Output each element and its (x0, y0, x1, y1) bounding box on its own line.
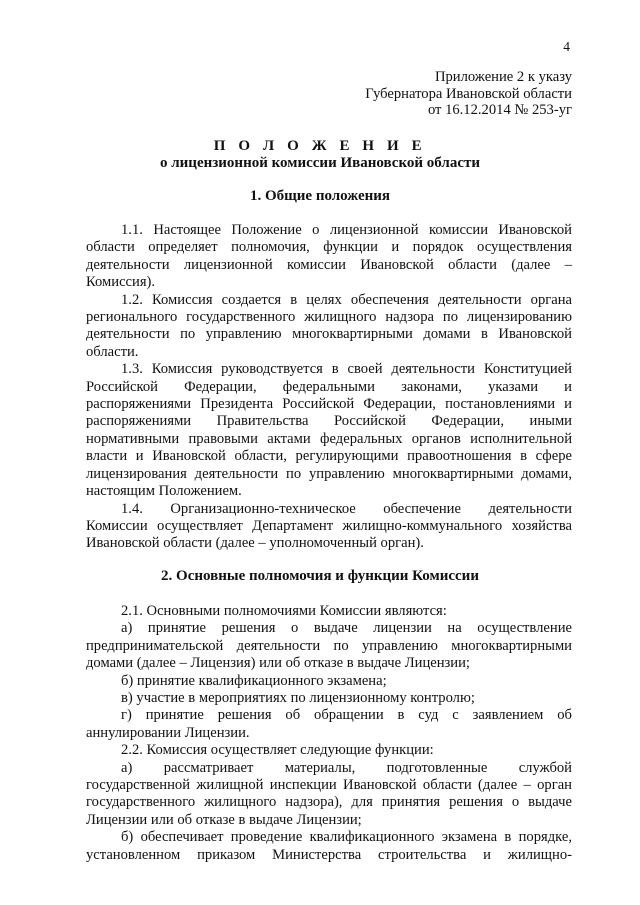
item-a (86, 620, 572, 672)
section-1-body (86, 222, 572, 553)
text-line: Комиссия). (86, 274, 156, 291)
text-line: 2.1. Основными полномочиями Комиссии являются: (121, 603, 447, 619)
text-line: лицензирования деятельности по управлению многоквартирными домами, (86, 465, 572, 482)
function-b (86, 829, 572, 864)
text-line: власти и Ивановской области, регулирующими правоотношения в сфере (86, 448, 572, 465)
text-line: 1.3. Комиссия руководствуется в своей деятельности Конституцией (121, 361, 572, 378)
title-subtitle: о лицензионной комиссии Ивановской области (160, 155, 480, 171)
text-line: регионального государственного жилищного надзора по лицензированию (86, 309, 572, 326)
section-2-body (86, 603, 572, 864)
appendix-note (365, 69, 572, 119)
text-line: 1.4. Организационно-техническое обеспечение деятельности (121, 500, 572, 517)
paragraph-1-4 (86, 501, 572, 553)
section-heading-1: 1. Общие положения (249, 188, 391, 204)
text-line: нормативными правовыми актами федеральных органов исполнительной (86, 430, 572, 447)
text-line: распоряжениями Правительства Российской Федерации, иными (86, 413, 572, 430)
text-line: области определяет полномочия, функции и порядок осуществления (86, 239, 572, 256)
text-line: 1.2. Комиссия создается в целях обеспечения деятельности органа (121, 291, 572, 308)
item-c: в) участие в мероприятиях по лицензионному контролю; (121, 690, 475, 707)
text-line: распоряжениями Президента Российской Федерации, постановлениями и (86, 396, 572, 413)
appendix-line: Губернатора Ивановской области (365, 85, 572, 102)
text-line: Российской Федерации, федеральными законами, указами и (86, 378, 572, 395)
section-heading-2: 2. Основные полномочия и функции Комиссии (161, 568, 479, 584)
text-line: настоящим Положением. (86, 483, 242, 500)
paragraph-1-1 (86, 222, 572, 292)
text-line: деятельности лицензионной комиссии Ивановской области (далее – (86, 256, 572, 273)
text-line: Комиссии осуществляет Департамент жилищно-коммунального хозяйства (86, 517, 572, 534)
title-heading: П О Л О Ж Е Н И Е (213, 138, 427, 154)
paragraph-1-3 (86, 361, 572, 500)
text-line: области. (86, 343, 139, 360)
text-line: Ивановской области (далее – уполномоченный орган). (86, 535, 424, 552)
text-line: а) рассматривает материалы, подготовленные службой (121, 759, 572, 776)
paragraph-2-2: 2.2. Комиссия осуществляет следующие функции: (121, 742, 434, 759)
text-line: деятельности по управлению многоквартирными домами в Ивановской (86, 326, 572, 343)
text-line: а) принятие решения о выдаче лицензии на осуществление (121, 620, 572, 637)
appendix-line: от 16.12.2014 № 253-уг (427, 102, 572, 118)
item-d (86, 707, 572, 742)
appendix-line: Приложение 2 к указу (434, 69, 572, 85)
text-line: б) обеспечивает проведение квалификационного экзамена в порядке, (121, 829, 572, 846)
text-line: государственного жилищного надзора), для принятия решения о выдаче (86, 794, 572, 811)
text-line: аннулировании Лицензии. (86, 724, 250, 741)
paragraph-1-2 (86, 292, 572, 362)
text-line: государственной жилищной инспекции Ивановской области (далее – орган (86, 777, 572, 794)
item-b: б) принятие квалификационного экзамена; (121, 672, 387, 689)
document-title (0, 138, 640, 172)
text-line: предпринимательской деятельности по управлению многоквартирными (86, 637, 572, 654)
text-line: 1.1. Настоящее Положение о лицензионной комиссии Ивановской (121, 222, 572, 238)
function-a (86, 760, 572, 830)
text-line: установленном приказом Министерства строительства и жилищно- (86, 846, 572, 863)
text-line: г) принятие решения об обращении в суд с заявлением об (121, 707, 572, 724)
page-number: 4 (563, 39, 570, 54)
text-line: Лицензии или об отказе в выдаче Лицензии; (86, 811, 362, 828)
text-line: домами (далее – Лицензия) или об отказе в выдаче Лицензии; (86, 655, 470, 672)
